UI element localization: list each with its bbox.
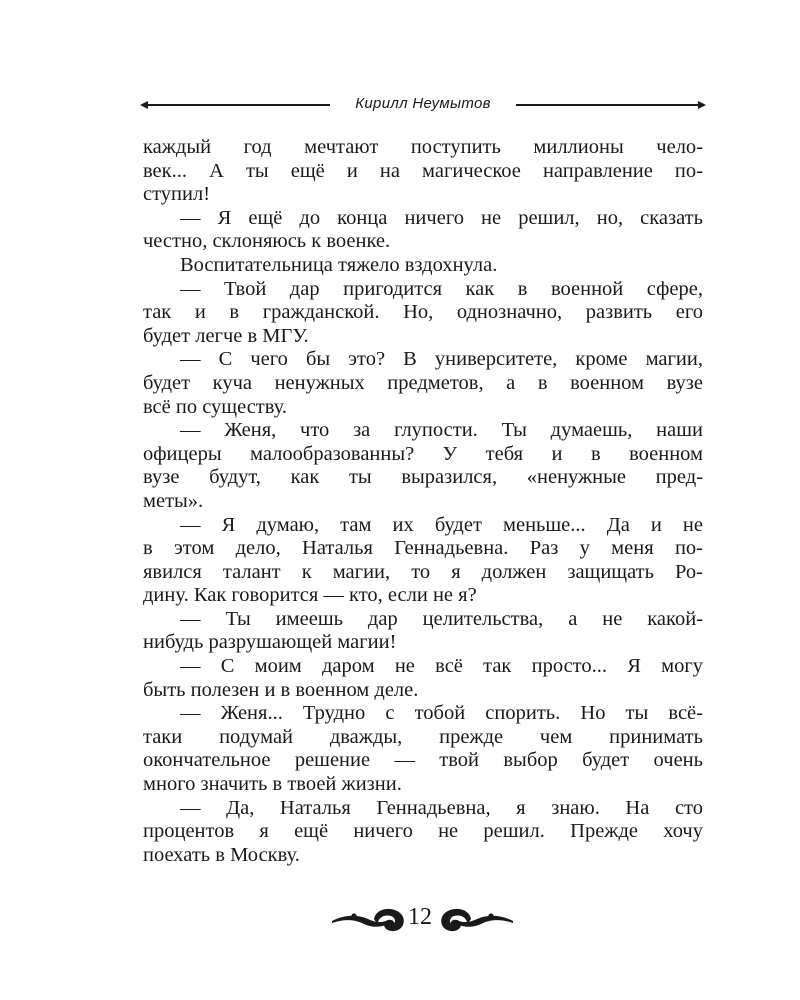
- text-line: вузе будут, как ты выразился, «ненужные пред-: [143, 466, 703, 489]
- text-line: Воспитательница тяжело вздохнула.: [180, 253, 498, 276]
- text-line: — Твой дар пригодится как в военной сфере,: [180, 277, 703, 300]
- swirl-ornament-right-icon: [437, 904, 515, 934]
- header-arrow-right-icon: [698, 101, 706, 109]
- text-line: ступил!: [143, 183, 211, 206]
- text-line: явился талант к магии, то я должен защищать Ро-: [143, 560, 703, 583]
- header-author: Кирилл Неумытов: [355, 95, 491, 112]
- text-line: будет легче в МГУ.: [143, 324, 309, 347]
- page-body-text: [143, 136, 703, 867]
- page-footer: [0, 898, 800, 938]
- swirl-ornament-left-icon: [330, 904, 408, 934]
- text-line: процентов я ещё ничего не решил. Прежде хочу: [143, 820, 703, 843]
- text-line: — С моим даром не всё так просто... Я могу: [180, 655, 703, 678]
- text-line: — Женя... Трудно с тобой спорить. Но ты всё-: [180, 702, 703, 725]
- text-line: — Да, Наталья Геннадьевна, я знаю. На сто: [180, 796, 703, 819]
- text-line: — Я ещё до конца ничего не решил, но, сказать: [180, 206, 703, 229]
- text-line: в этом дело, Наталья Геннадьевна. Раз у меня по-: [143, 537, 703, 560]
- text-line: быть полезен и в военном деле.: [143, 678, 419, 701]
- text-line: так и в гражданской. Но, однозначно, развить его: [143, 301, 703, 324]
- text-line: нибудь разрушающей магии!: [143, 631, 397, 654]
- text-line: офицеры малообразованны? У тебя и в военном: [143, 442, 703, 465]
- text-line: много значить в твоей жизни.: [143, 773, 402, 796]
- page-number: 12: [408, 904, 432, 930]
- text-line: — С чего бы это? В университете, кроме магии,: [180, 348, 703, 371]
- text-line: меты».: [143, 489, 204, 512]
- text-line: каждый год мечтают поступить миллионы чело-: [143, 136, 703, 158]
- text-line: — Женя, что за глупости. Ты думаешь, наши: [180, 419, 703, 442]
- text-line: будет куча ненужных предметов, а в военном вузе: [143, 371, 703, 394]
- running-header: [140, 93, 706, 117]
- text-line: — Ты имеешь дар целительства, а не какой-: [180, 607, 703, 630]
- text-line: всё по существу.: [143, 395, 288, 418]
- text-line: таки подумай дважды, прежде чем принимать: [143, 725, 703, 748]
- text-line: дину. Как говорится — кто, если не я?: [143, 584, 477, 607]
- text-line: честно, склоняюсь к военке.: [143, 230, 391, 253]
- text-line: — Я думаю, там их будет меньше... Да и не: [180, 513, 703, 536]
- header-rule-right: [516, 104, 700, 106]
- text-line: век... А ты ещё и на магическое направление по-: [143, 159, 703, 182]
- text-line: поехать в Москву.: [143, 843, 300, 866]
- text-line: окончательное решение — твой выбор будет очень: [143, 749, 703, 772]
